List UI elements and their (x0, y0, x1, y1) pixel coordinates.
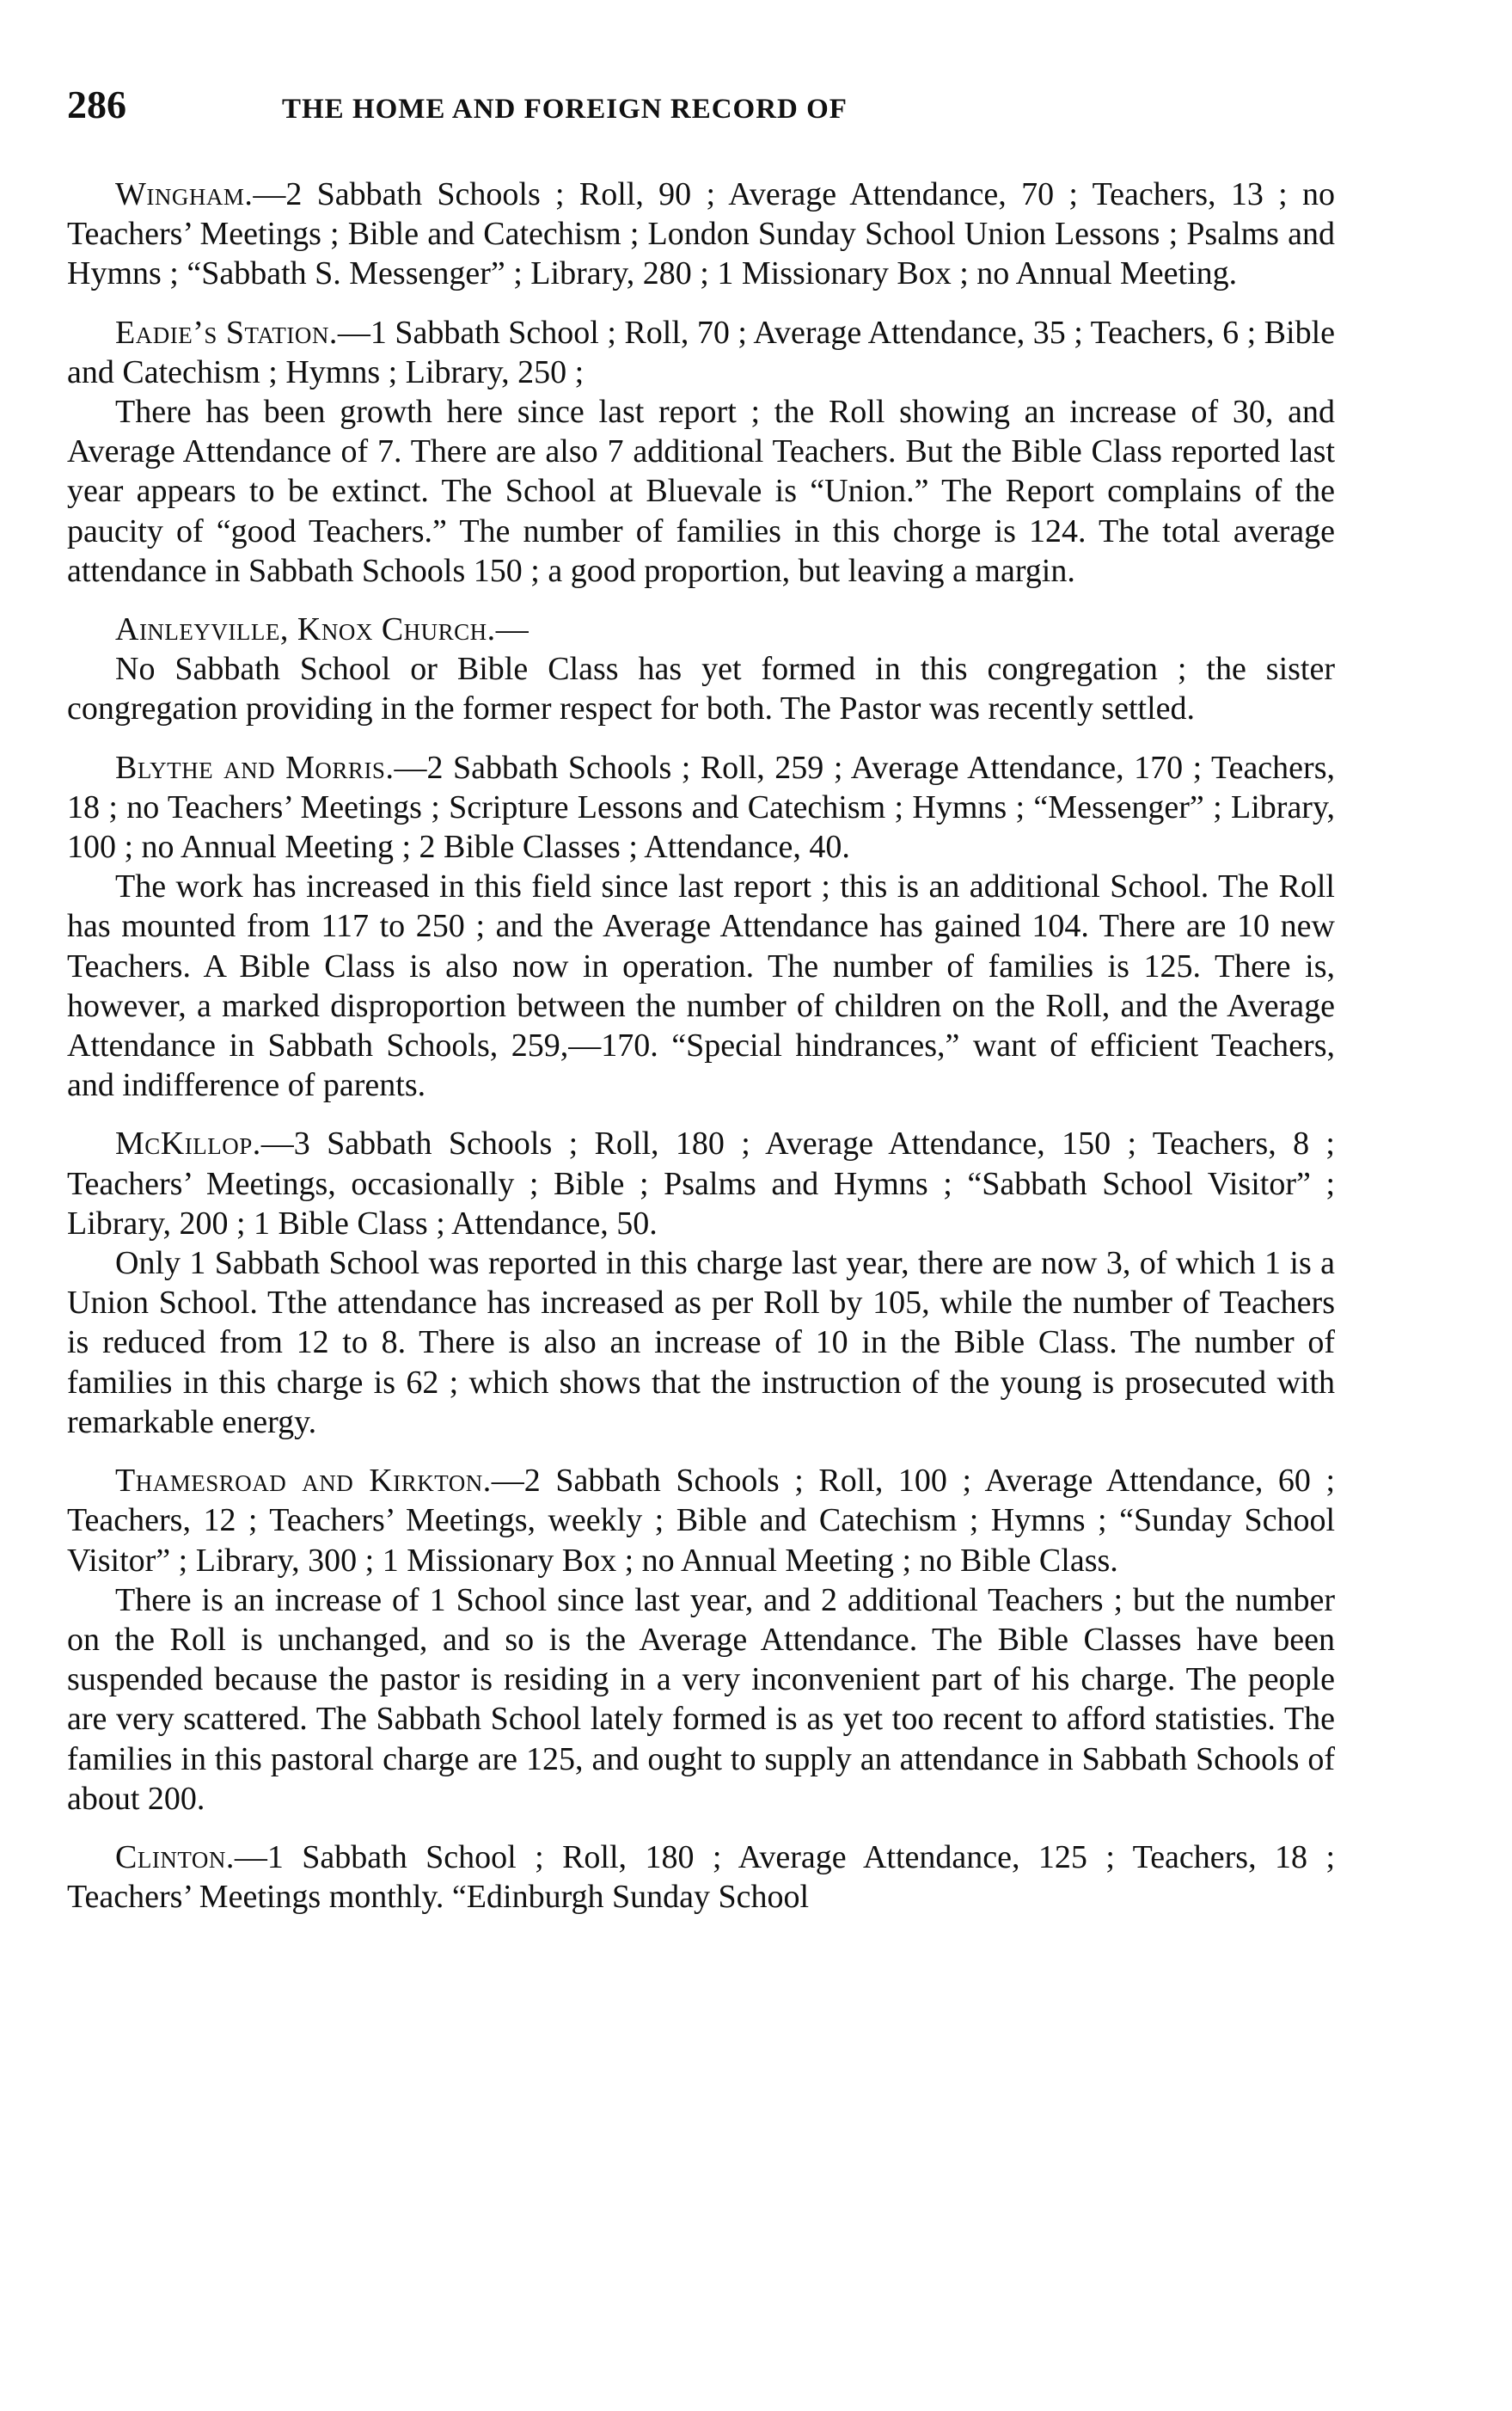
entry-text: — (495, 611, 529, 648)
body-text (67, 175, 1335, 1917)
paragraph (67, 175, 1335, 294)
entry-blythe-and-morris (67, 748, 1335, 1106)
entry-heading: Wingham. (115, 176, 254, 212)
paragraph (67, 748, 1335, 868)
entry-text: —3 Sabbath Schools ; Roll, 180 ; Average Attendance, 150 ; Teachers, 8 ; Teachers’ Meetings, occasionally ; Bible ; Psalms and Hymns ; “Sabbath School Visitor” ; Library, 200 ; 1 Bible Class ; Attendance, 50. (67, 1126, 1335, 1242)
entry-wingham (67, 175, 1335, 294)
entry-heading: Clinton. (115, 1838, 235, 1875)
paragraph (67, 610, 1335, 649)
page (67, 82, 1335, 1936)
entry-eadies-station (67, 313, 1335, 591)
entry-heading: Thamesroad and Kirkton. (115, 1463, 492, 1500)
entry-text: —2 Sabbath Schools ; Roll, 259 ; Average Attendance, 170 ; Teachers, 18 ; no Teachers’ Meetings ; Scripture Lessons and Catechism ; Hymns ; “Messenger” ; Library, 100 ; no Annual Meeting ; 2 Bible Classes ; Attendance, 40. (67, 749, 1335, 866)
entry-text: —1 Sabbath School ; Roll, 70 ; Average Attendance, 35 ; Teachers, 6 ; Bible and Catechism ; Hymns ; Library, 250 ; (67, 314, 1335, 390)
entry-text: —2 Sabbath Schools ; Roll, 100 ; Average Attendance, 60 ; Teachers, 12 ; Teachers’ Meetings, weekly ; Bible and Catechism ; Hymns ; “Sunday School Visitor” ; Library, 300 ; 1 Missionary Box ; no Annual Meeting ; no Bible Class. (67, 1463, 1336, 1579)
entry-ainleyville (67, 610, 1335, 729)
entry-mckillop (67, 1124, 1335, 1442)
entry-text: —1 Sabbath School ; Roll, 180 ; Average Attendance, 125 ; Teachers, 18 ; Teachers’ Meetings monthly. “Edinburgh Sunday School (67, 1838, 1335, 1916)
entry-heading: Eadie’s Station. (115, 314, 338, 351)
page-number: 286 (67, 83, 126, 126)
paragraph: There has been growth here since last report ; the Roll showing an increase of 30, and Average Attendance of 7. There are also 7 additional Teachers. But the Bible Class reported last year appears to be extinct. The School at Bluevale is “Union.” The Report complains of the paucity of “good Teachers.” The number of families in this chorge is 124. The total average attendance in Sabbath Schools 150 ; a good proportion, but leaving a margin. (67, 394, 1335, 589)
entry-heading: Ainleyville, Knox Church. (115, 611, 496, 648)
paragraph: No Sabbath School or Bible Class has yet formed in this congregation ; the sister congregation providing in the former respect for both. The Pastor was recently settled. (67, 651, 1335, 727)
page-header (67, 82, 1335, 133)
paragraph: The work has increased in this field since last report ; this is an additional School. The Roll has mounted from 117 to 250 ; and the Average Attendance has gained 104. There are 10 new Teachers. A Bible Class is also now in operation. The number of families is 125. There is, however, a marked disproportion between the number of children on the Roll, and the Average Attendance in Sabbath Schools, 259,—170. “Special hindrances,” want of efficient Teachers, and indifference of parents. (67, 868, 1335, 1104)
entry-heading: Blythe and Morris. (115, 749, 395, 786)
entry-thamesroad-and-kirkton (67, 1461, 1335, 1819)
paragraph: There is an increase of 1 School since last year, and 2 additional Teachers ; but the number on the Roll is unchanged, and so is the Average Attendance. The Bible Classes have been suspended because the pastor is residing in a very inconvenient part of his charge. The people are very scattered. The Sabbath School lately formed is as yet too recent to afford statisties. The families in this pastoral charge are 125, and ought to supply an attendance in Sabbath Schools of about 200. (67, 1581, 1335, 1817)
running-head: THE HOME AND FOREIGN RECORD OF (282, 94, 848, 125)
entry-heading: McKillop. (115, 1126, 261, 1163)
entry-clinton (67, 1837, 1335, 1917)
paragraph (67, 1837, 1335, 1917)
entry-text: —2 Sabbath Schools ; Roll, 90 ; Average Attendance, 70 ; Teachers, 13 ; no Teachers’ Meetings ; Bible and Catechism ; London Sunday School Union Lessons ; Psalms and Hymns ; “Sabbath S. Messenger” ; Library, 280 ; 1 Missionary Box ; no Annual Meeting. (67, 176, 1335, 292)
paragraph (67, 313, 1335, 392)
paragraph (67, 1461, 1335, 1580)
paragraph: Only 1 Sabbath School was reported in this charge last year, there are now 3, of which 1 is a Union School. Tthe attendance has increased as per Roll by 105, while the number of Teachers is reduced from 12 to 8. There is also an increase of 10 in the Bible Class. The number of families in this charge is 62 ; which shows that the instruction of the young is prosecuted with remarkable energy. (67, 1245, 1335, 1440)
paragraph (67, 1124, 1335, 1243)
